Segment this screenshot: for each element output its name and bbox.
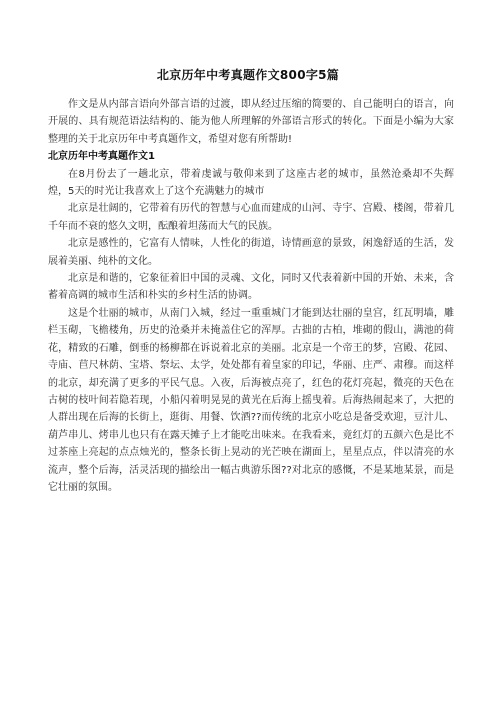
- section-heading: 北京历年中考真题作文1: [48, 151, 155, 163]
- body-paragraph-5: 这是个壮丽的城市，从南门入城，经过一重重城门才能到达壮丽的皇宫，红瓦明墙，雕栏玉砌，飞檐楼角，历史的沧桑并未掩盖住它的浑厚。古拙的古柏，堆砌的假山，满池的荷花，精致的石雕，倒垂的杨柳都在诉说着北京的美丽。北京是一个帝王的梦，宫殿、花园、寺庙、苣尺林荫、宝塔、祭坛、太学，处处都有着皇家的印记，华丽、庄严、肃穆。而这样的北京，却充满了更多的平民气息。入夜，后海被点亮了，红色的花灯亮起，微亮的天色在古树的枝叶间若隐若现，小船闪着明晃晃的黄光在后海上摇曳着。后海热闹起来了，大把的人群出现在后海的长街上，逛街、用餐、饮酒??而传统的北京小吃总是备受欢迎，豆汁儿、葫芦串儿、烤串儿也只有在露天摊子上才能吃出味来。在我看来，竟红灯的五颜六色是比不过茶座上亮起的点点烛光的，整条长街上晃动的光芒映在湖面上，星星点点，伴以清亮的水流声，整个后海，活灵活现的描绘出一幅古典游乐图??对北京的感慨，不是某地某景，而是它壮丽的氛围。: [48, 307, 454, 493]
- body-paragraph-2: 北京是壮阔的，它带着有历代的智慧与心血而建成的山河、寺宇、宫殿、楼阁，带着几千年而不衰的悠久文明，酝酿着坦荡而大气的民族。: [48, 203, 454, 232]
- document-title: 北京历年中考真题作文800字5篇: [156, 68, 340, 82]
- body-paragraph-3: 北京是感性的，它富有人情味，人性化的街道，诗情画意的景致，闲逸舒适的生活，发展着美丽、纯朴的文化。: [48, 238, 454, 267]
- body-paragraph-4: 北京是和谐的，它象征着旧中国的灵魂、文化，同时又代表着新中国的开始、未来，含蓄着高调的城市生活和朴实的乡村生活的协调。: [48, 273, 454, 302]
- body-paragraph-1: 在8月份去了一趟北京，带着虔诚与敬仰来到了这座古老的城市，虽然沧桑却不失辉煌，5天的时光让我喜欢上了这个充满魅力的城市: [48, 168, 454, 198]
- intro-paragraph: 作文是从内部言语向外部言语的过渡，即从经过压缩的简要的、自己能明白的语言，向开展的、具有规范语法结构的、能为他人所理解的外部语言形式的转化。下面是小编为大家整理的关于北京历年中考真题作文，希望对您有所帮助!: [48, 99, 454, 145]
- document-body: [48, 96, 454, 496]
